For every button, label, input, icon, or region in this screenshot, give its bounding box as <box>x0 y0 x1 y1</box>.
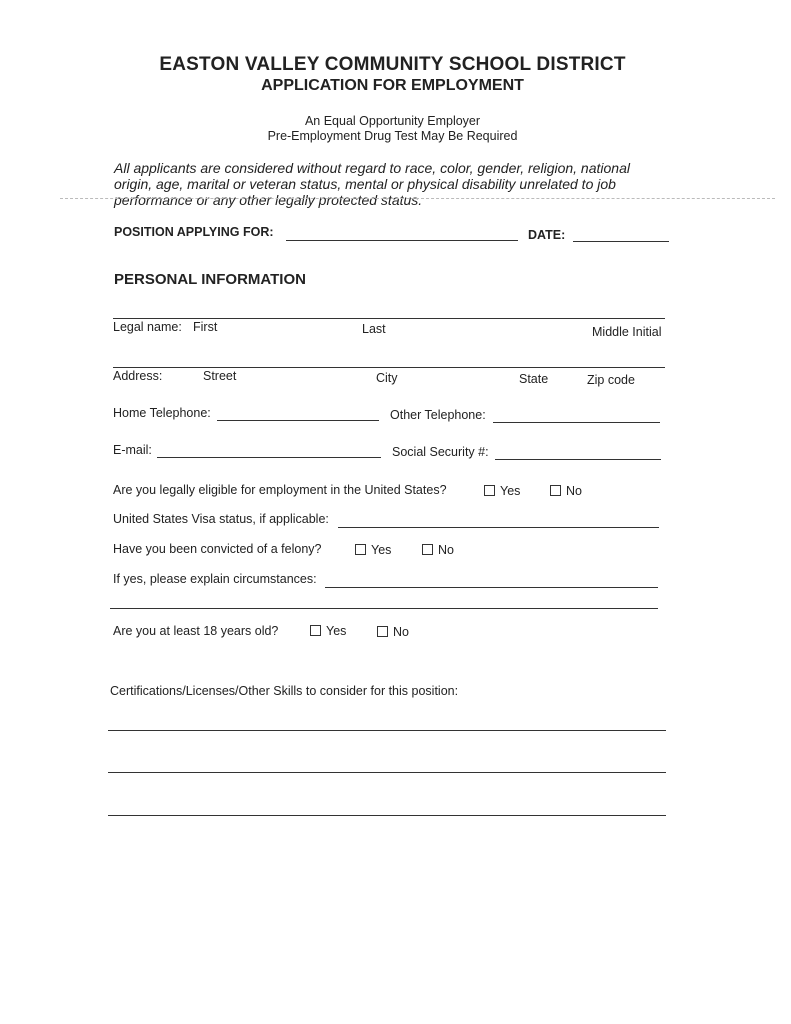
certifications-label: Certifications/Licenses/Other Skills to consider for this position: <box>110 684 459 698</box>
city-caption: City <box>376 371 398 385</box>
visa-status-input[interactable] <box>338 527 659 528</box>
form-title: APPLICATION FOR EMPLOYMENT <box>261 77 524 94</box>
felony-yes-option[interactable] <box>355 543 391 557</box>
explain-input-line-2[interactable] <box>110 608 658 609</box>
certifications-input-line-2[interactable] <box>108 772 666 773</box>
home-telephone-input[interactable] <box>217 420 379 421</box>
district-title: EASTON VALLEY COMMUNITY SCHOOL DISTRICT <box>159 54 626 75</box>
age-question: Are you at least 18 years old? <box>113 624 279 638</box>
address-input[interactable] <box>113 367 665 368</box>
ssn-input[interactable] <box>495 459 661 460</box>
home-telephone-label: Home Telephone: <box>113 406 211 420</box>
eligibility-question: Are you legally eligible for employment in the United States? <box>113 483 447 497</box>
middle-initial-caption: Middle Initial <box>592 325 662 339</box>
certifications-input-line-1[interactable] <box>108 730 666 731</box>
personal-info-heading: PERSONAL INFORMATION <box>114 271 306 288</box>
first-name-caption: First <box>193 320 218 334</box>
explain-input-line-1[interactable] <box>325 587 658 588</box>
explain-label: If yes, please explain circumstances: <box>113 572 317 586</box>
statement-line-2: origin, age, marital or veteran status, mental or physical disability unrelated to job <box>114 176 616 192</box>
visa-status-label: United States Visa status, if applicable: <box>113 512 329 526</box>
felony-yes-label: Yes <box>371 543 392 557</box>
date-input[interactable] <box>573 241 669 242</box>
felony-question: Have you been convicted of a felony? <box>113 542 322 556</box>
eligible-no-checkbox[interactable] <box>550 485 561 496</box>
eligible-no-option[interactable] <box>550 484 582 498</box>
statement-line-3: performance or any other legally protected status. <box>114 192 423 208</box>
email-input[interactable] <box>157 457 381 458</box>
other-telephone-label: Other Telephone: <box>390 408 486 422</box>
date-label: DATE: <box>528 228 566 242</box>
drug-test-note: Pre-Employment Drug Test May Be Required <box>267 129 518 143</box>
age-no-checkbox[interactable] <box>377 626 388 637</box>
legal-name-label: Legal name: <box>113 320 182 334</box>
age-yes-label: Yes <box>326 624 347 638</box>
other-telephone-input[interactable] <box>493 422 660 423</box>
felony-no-checkbox[interactable] <box>422 544 433 555</box>
ssn-label: Social Security #: <box>392 445 489 459</box>
eligible-no-label: No <box>566 484 582 498</box>
eligible-yes-label: Yes <box>500 484 521 498</box>
legal-name-input[interactable] <box>113 318 665 319</box>
certifications-input-line-3[interactable] <box>108 815 666 816</box>
street-caption: Street <box>203 369 237 383</box>
email-label: E-mail: <box>113 443 152 457</box>
last-name-caption: Last <box>362 322 386 336</box>
address-label: Address: <box>113 369 163 383</box>
scan-artifact-line <box>60 198 775 199</box>
eligible-yes-checkbox[interactable] <box>484 485 495 496</box>
state-caption: State <box>519 372 549 386</box>
age-no-option[interactable] <box>377 625 409 639</box>
eligible-yes-option[interactable] <box>484 484 520 498</box>
statement-line-1: All applicants are considered without regard to race, color, gender, religion, national <box>114 160 630 176</box>
felony-no-option[interactable] <box>422 543 454 557</box>
zip-caption: Zip code <box>587 373 635 387</box>
position-label: POSITION APPLYING FOR: <box>114 225 274 239</box>
felony-no-label: No <box>438 543 454 557</box>
felony-yes-checkbox[interactable] <box>355 544 366 555</box>
eoe-note: An Equal Opportunity Employer <box>304 114 481 128</box>
position-input[interactable] <box>286 240 518 241</box>
age-yes-option[interactable] <box>310 624 346 638</box>
age-yes-checkbox[interactable] <box>310 625 321 636</box>
age-no-label: No <box>393 625 409 639</box>
